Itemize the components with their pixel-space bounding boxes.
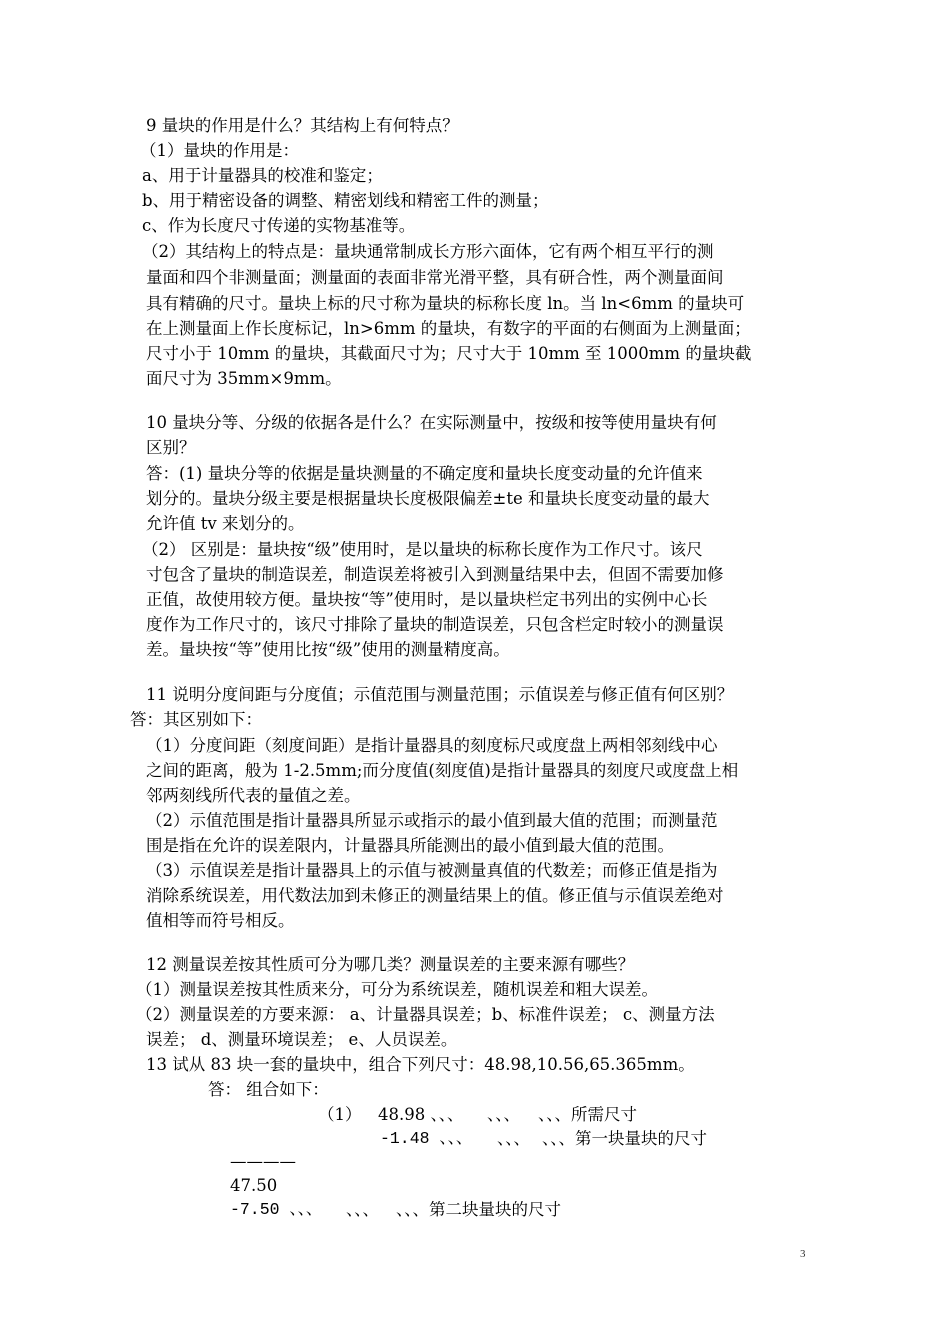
q12-title: 12 测量误差按其性质可分为哪几类？测量误差的主要来源有哪些？ <box>146 955 635 974</box>
q11-title: 11 说明分度间距与分度值；示值范围与测量范围；示值误差与修正值有何区别？ <box>146 685 734 704</box>
q13-row1-dots: 、、、 <box>487 1105 520 1124</box>
q11-answer-intro: 答：其区别如下： <box>130 710 262 729</box>
q9-part2-line: （2）其结构上的特点是：量块通常制成长方形六面体，它有两个相互平行的测 <box>142 242 714 261</box>
q9-part2-line: 尺寸小于 10mm 的量块，其截面尺寸为；尺寸大于 10mm 至 1000mm 的量块截 <box>146 344 752 363</box>
q13-answer-intro: 答： 组合如下： <box>208 1080 329 1099</box>
q13-row2-label: 、、、第一块量块的尺寸 <box>542 1129 707 1148</box>
q11-part1-line: 邻两刻线所代表的量值之差。 <box>146 786 361 805</box>
q10-answer2-line: 寸包含了量块的制造误差，制造误差将被引入到测量结果中去，但固不需要加修 <box>146 565 724 584</box>
q13-subtraction-rule: ———— <box>230 1152 296 1171</box>
q13-row1-number: （1） <box>318 1105 362 1124</box>
q13-row4-label: 、、、第二块量块的尺寸 <box>396 1200 561 1219</box>
q11-part1-line: 之间的距离，般为 1-2.5mm;而分度值(刻度值)是指计量器具的刻度尺或度盘上相 <box>146 761 739 780</box>
q11-part3-line: 值相等而符号相反。 <box>146 911 295 930</box>
q11-part3-line: 消除系统误差，用代数法加到未修正的测量结果上的值。修正值与示值误差绝对 <box>146 886 724 905</box>
q13-row1-value: 48.98 、、、 <box>378 1105 464 1124</box>
q13-row1-label: 、、、所需尺寸 <box>538 1105 637 1124</box>
q13-row4-dots: 、、、 <box>346 1200 379 1219</box>
q9-part2-line: 具有精确的尺寸。量块上标的尺寸称为量块的标称长度 ln。当 ln<6mm 的量块可 <box>146 294 745 313</box>
page-number: 3 <box>800 1248 806 1260</box>
q13-row3-value: 47.50 <box>230 1176 278 1195</box>
q9-part2-line: 量面和四个非测量面；测量面的表面非常光滑平整，具有研合性，两个测量面间 <box>146 268 724 287</box>
q11-part2-line: （2）示值范围是指计量器具所显示或指示的最小值到最大值的范围；而测量范 <box>146 811 718 830</box>
q13-row4-value: -7.50 、、、 <box>230 1200 323 1219</box>
q9-item-a: a、用于计量器具的校准和鉴定； <box>142 166 383 185</box>
q10-answer1-line: 划分的。量块分级主要是根据量块长度极限偏差±te 和量块长度变动量的最大 <box>146 489 710 508</box>
q9-title: 9 量块的作用是什么？其结构上有何特点？ <box>146 116 459 135</box>
q11-part3-line: （3）示值误差是指计量器具上的示值与被测量真值的代数差；而修正值是指为 <box>146 861 718 880</box>
q9-item-b: b、用于精密设备的调整、精密划线和精密工件的测量； <box>142 191 549 210</box>
q13-row2-dots: 、、、 <box>497 1129 530 1148</box>
q10-answer1-line: 允许值 tv 来划分的。 <box>146 514 305 533</box>
q12-part2-line: 误差； d、测量环境误差； e、人员误差。 <box>146 1030 458 1049</box>
q9-part2-line: 面尺寸为 35mm×9mm。 <box>146 369 342 388</box>
q11-part1-line: （1）分度间距（刻度间距）是指计量器具的刻度标尺或度盘上两相邻刻线中心 <box>146 736 718 755</box>
q10-title-line: 区别？ <box>146 438 196 457</box>
q10-answer2-line: 正值，故使用较方便。量块按“等”使用时，是以量块栏定书列出的实例中心长 <box>146 590 708 609</box>
q9-item-c: c、作为长度尺寸传递的实物基准等。 <box>142 216 416 235</box>
q10-title-line: 10 量块分等、分级的依据各是什么？在实际测量中，按级和按等使用量块有何 <box>146 413 717 432</box>
q9-part2-line: 在上测量面上作长度标记，ln>6mm 的量块，有数字的平面的右侧面为上测量面； <box>146 319 751 338</box>
q10-answer2-line: （2） 区别是：量块按“级”使用时，是以量块的标称长度作为工作尺寸。该尺 <box>142 540 703 559</box>
q10-answer1-line: 答：(1) 量块分等的依据是量块测量的不确定度和量块长度变动量的允许值来 <box>146 464 703 483</box>
q11-part2-line: 围是指在允许的误差限内，计量器具所能测出的最小值到最大值的范围。 <box>146 836 674 855</box>
q12-part2-line: （2）测量误差的方要来源： a、计量器具误差；b、标准件误差； c、测量方法 <box>136 1005 715 1024</box>
q13-row2-value: -1.48 、、、 <box>380 1129 473 1148</box>
q13-title: 13 试从 83 块一套的量块中，组合下列尺寸：48.98,10.56,65.365mm。 <box>146 1055 695 1074</box>
q9-part1: （1）量块的作用是： <box>140 141 299 160</box>
q10-answer2-line: 度作为工作尺寸的，该尺寸排除了量块的制造误差，只包含栏定时较小的测量误 <box>146 615 724 634</box>
q12-part1: （1）测量误差按其性质来分，可分为系统误差，随机误差和粗大误差。 <box>136 980 658 999</box>
q10-answer2-line: 差。量块按“等”使用比按“级”使用的测量精度高。 <box>146 640 510 659</box>
